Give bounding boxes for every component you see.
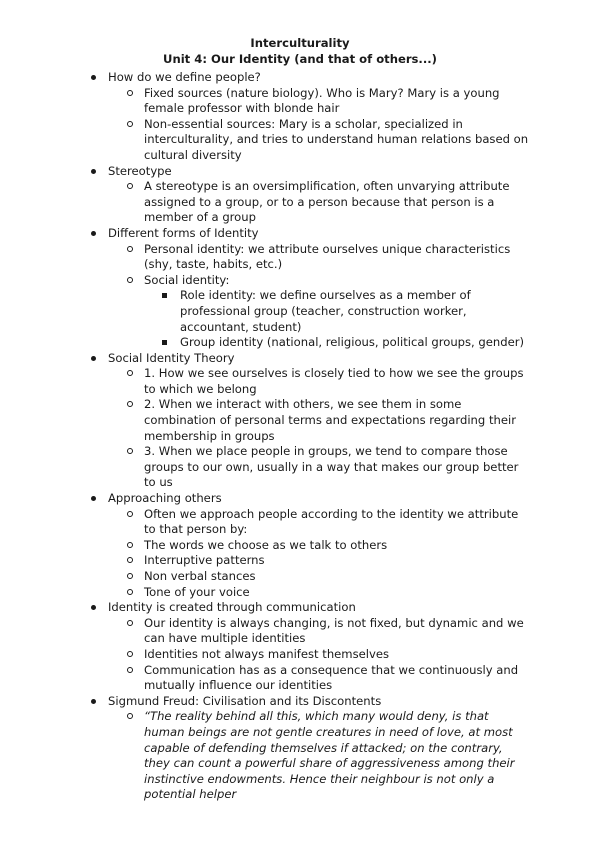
- nested-list: [162, 288, 531, 350]
- sub-list: [127, 709, 531, 803]
- section-label: Different forms of Identity: [108, 225, 259, 240]
- list-item: Non-essential sources: Mary is a scholar, specialized in interculturality, and tries to understand human relations based on cultural diversity: [127, 117, 531, 164]
- section-label: Approaching others: [108, 491, 222, 506]
- nested-item: Group identity (national, religious, political groups, gender): [162, 335, 531, 351]
- list-item-social-identity: [127, 273, 531, 351]
- section-forms-of-identity: [91, 226, 531, 351]
- list-item: Fixed sources (nature biology). Who is Mary? Mary is a young female professor with blonde hair: [127, 86, 531, 117]
- section-label: Identity is created through communication: [108, 600, 356, 615]
- section-stereotype: [91, 164, 531, 226]
- outline-list: [91, 70, 531, 803]
- section-label: Social Identity Theory: [108, 350, 235, 365]
- sub-list: [127, 507, 531, 601]
- sub-list: [127, 86, 531, 164]
- list-item: 3. When we place people in groups, we tend to compare those groups to our own, usually in a way that makes our group better to us: [127, 444, 531, 491]
- list-item: A stereotype is an oversimplification, often unvarying attribute assigned to a group, or to a person because that person is a member of a group: [127, 179, 531, 226]
- list-item: Communication has as a consequence that we continuously and mutually influence our identities: [127, 663, 531, 694]
- section-freud: [91, 694, 531, 803]
- section-approaching-others: [91, 491, 531, 600]
- section-define-people: [91, 70, 531, 164]
- list-item-label: Social identity:: [144, 272, 230, 287]
- title-block: [0, 35, 600, 67]
- section-label: Stereotype: [108, 163, 172, 178]
- list-item: 1. How we see ourselves is closely tied to how we see the groups to which we belong: [127, 366, 531, 397]
- nested-item: Role identity: we define ourselves as a member of professional group (teacher, construction worker, accountant, student): [162, 288, 531, 335]
- section-label: Sigmund Freud: Civilisation and its Discontents: [108, 693, 382, 708]
- list-item: 2. When we interact with others, we see them in some combination of personal terms and expectations regarding their membership in groups: [127, 397, 531, 444]
- list-item: Personal identity: we attribute ourselves unique characteristics (shy, taste, habits, etc.): [127, 242, 531, 273]
- section-social-identity-theory: [91, 351, 531, 491]
- list-item: Identities not always manifest themselves: [127, 647, 531, 663]
- sub-list: [127, 616, 531, 694]
- list-item: Our identity is always changing, is not fixed, but dynamic and we can have multiple identities: [127, 616, 531, 647]
- document-title: Interculturality: [250, 36, 350, 50]
- list-item: The words we choose as we talk to others: [127, 538, 531, 554]
- document-subtitle: Unit 4: Our Identity (and that of others...): [163, 52, 437, 66]
- list-item: Often we approach people according to the identity we attribute to that person by:: [127, 507, 531, 538]
- list-item: Non verbal stances: [127, 569, 531, 585]
- sub-list: [127, 179, 531, 226]
- list-item: Interruptive patterns: [127, 553, 531, 569]
- list-item: Tone of your voice: [127, 585, 531, 601]
- sub-list: [127, 366, 531, 491]
- freud-quote: “The reality behind all this, which many would deny, is that human beings are not gentle creatures in need of love, at most capable of defending themselves if attacked; on the contrary, they can count a powerful share of aggressiveness among their instinctive endowments. Hence their neighbour is not only a potential helper: [127, 709, 531, 803]
- notes-content: [91, 70, 531, 803]
- section-label: How do we define people?: [108, 70, 261, 84]
- section-identity-communication: [91, 600, 531, 694]
- sub-list: [127, 242, 531, 351]
